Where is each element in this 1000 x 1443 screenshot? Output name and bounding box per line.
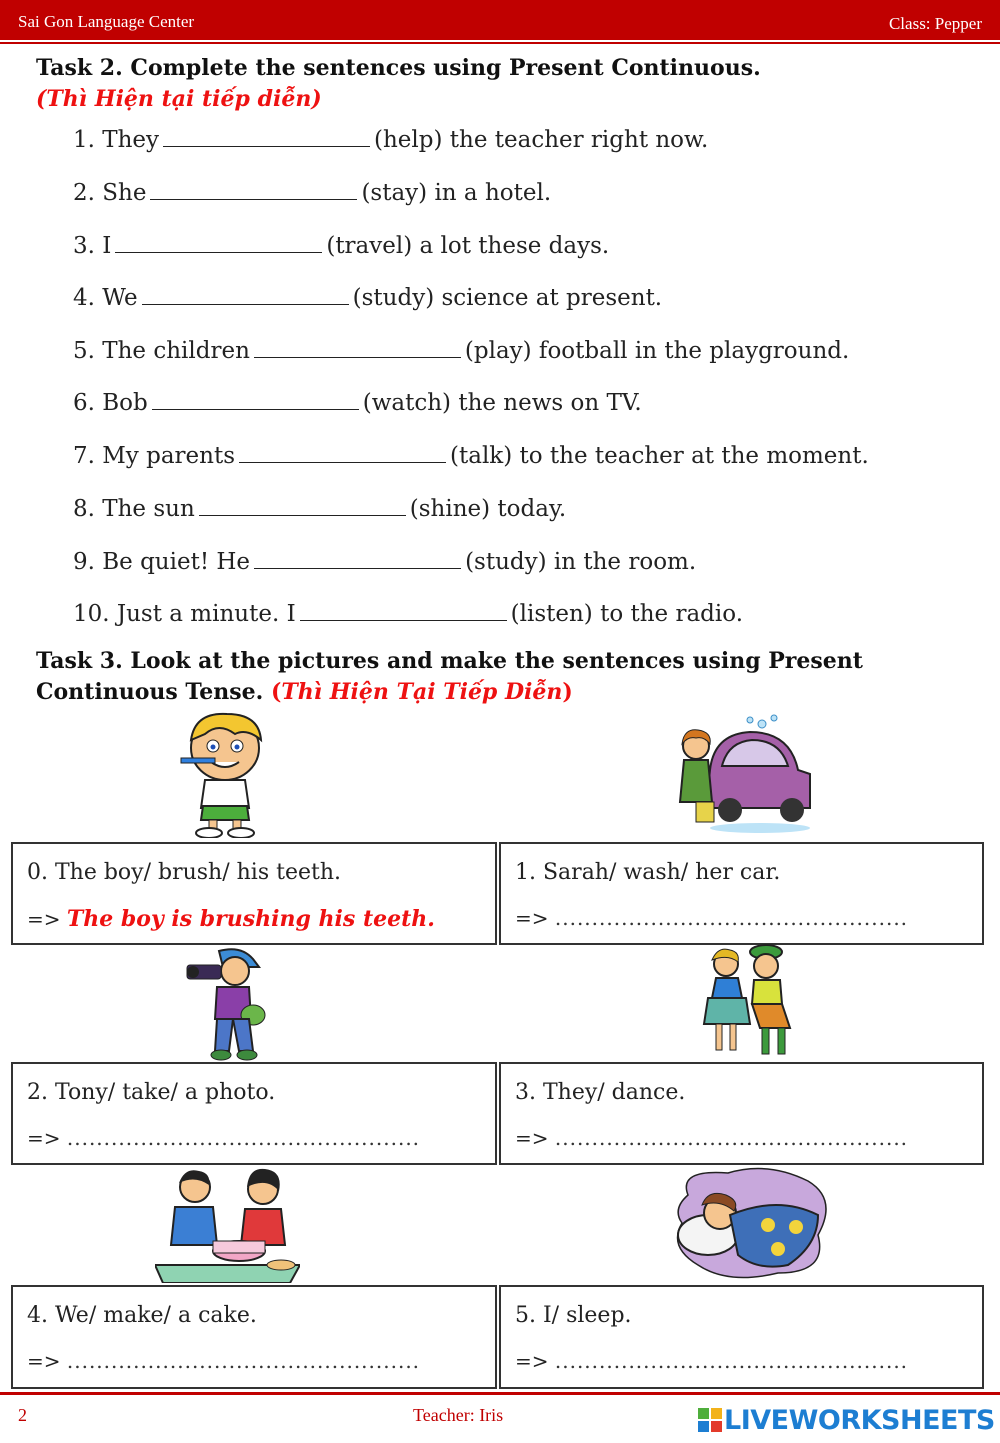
answer-blank-4[interactable] xyxy=(142,282,349,305)
teacher-name: Teacher: Iris xyxy=(413,1405,504,1425)
task3-title-line2: Continuous Tense. (Thì Hiện Tại Tiếp Diễn) xyxy=(36,679,573,705)
box-4-prompt: 4. We/ make/ a cake. xyxy=(27,1303,257,1328)
box-3-answer-line[interactable]: => ................................................ xyxy=(515,1126,909,1150)
task3-box-0 xyxy=(11,842,497,945)
box-0-prompt: 0. The boy/ brush/ his teeth. xyxy=(27,860,342,885)
answer-blank-7[interactable] xyxy=(239,440,446,463)
task2-item-8: 8. The sun (shine) today. xyxy=(73,493,566,522)
footer-rule xyxy=(0,1392,1000,1395)
task2-item-5: 5. The children (play) football in the playground. xyxy=(73,335,849,364)
task2-item-10: 10. Just a minute. I (listen) to the radio. xyxy=(73,598,743,627)
box-1-prompt: 1. Sarah/ wash/ her car. xyxy=(515,860,781,885)
class-label: Class: Pepper xyxy=(888,14,982,33)
box-4-answer-line[interactable]: => ................................................ xyxy=(27,1349,421,1373)
task2-item-3: 3. I (travel) a lot these days. xyxy=(73,230,609,259)
task3-title-line1: Task 3. Look at the pictures and make the sentences using Present xyxy=(36,648,863,674)
answer-blank-1[interactable] xyxy=(163,124,370,147)
kids-making-cake-picture xyxy=(155,1165,300,1283)
task3-box-5 xyxy=(499,1285,984,1389)
answer-blank-6[interactable] xyxy=(152,387,359,410)
answer-blank-5[interactable] xyxy=(254,335,461,358)
task2-item-9: 9. Be quiet! He (study) in the room. xyxy=(73,546,696,575)
task3-box-2 xyxy=(11,1062,497,1165)
header-rule xyxy=(0,42,1000,44)
box-3-prompt: 3. They/ dance. xyxy=(515,1080,686,1105)
box-5-answer-line[interactable]: => ................................................ xyxy=(515,1349,909,1373)
answer-blank-10[interactable] xyxy=(300,598,507,621)
kids-dancing-picture xyxy=(698,940,802,1065)
answer-blank-8[interactable] xyxy=(199,493,406,516)
box-5-prompt: 5. I/ sleep. xyxy=(515,1303,632,1328)
task2-item-1: 1. They (help) the teacher right now. xyxy=(73,124,708,153)
answer-blank-9[interactable] xyxy=(254,546,461,569)
liveworksheets-logo[interactable]: LIVEWORKSHEETS xyxy=(698,1405,995,1436)
page-number: 2 xyxy=(18,1405,27,1425)
task3-viet: Thì Hiện Tại Tiếp Diễn xyxy=(281,679,563,705)
boy-brushing-teeth-picture xyxy=(175,710,275,838)
task3-box-1 xyxy=(499,842,984,945)
answer-blank-2[interactable] xyxy=(150,177,357,200)
box-2-prompt: 2. Tony/ take/ a photo. xyxy=(27,1080,276,1105)
task2-subtitle: (Thì Hiện tại tiếp diễn) xyxy=(36,86,322,112)
task2-item-6: 6. Bob (watch) the news on TV. xyxy=(73,387,642,416)
task2-title: Task 2. Complete the sentences using Present Continuous. xyxy=(36,55,761,81)
sarah-washing-car-picture xyxy=(670,710,815,835)
task2-item-2: 2. She (stay) in a hotel. xyxy=(73,177,551,206)
task3-box-3 xyxy=(499,1062,984,1165)
task3-box-4 xyxy=(11,1285,497,1389)
box-0-answer: => The boy is brushing his teeth. xyxy=(27,906,435,932)
answer-blank-3[interactable] xyxy=(115,230,322,253)
box-0-sample-answer: The boy is brushing his teeth. xyxy=(66,906,435,932)
girl-sleeping-picture xyxy=(668,1165,833,1283)
task2-item-7: 7. My parents (talk) to the teacher at the moment. xyxy=(73,440,869,469)
box-2-answer-line[interactable]: => ................................................ xyxy=(27,1126,421,1150)
school-name: Sai Gon Language Center xyxy=(18,12,195,31)
task2-item-4: 4. We (study) science at present. xyxy=(73,282,662,311)
box-1-answer-line[interactable]: => ................................................ xyxy=(515,906,909,930)
liveworksheets-logo-icon xyxy=(698,1408,722,1432)
tony-taking-photo-picture xyxy=(183,945,273,1065)
